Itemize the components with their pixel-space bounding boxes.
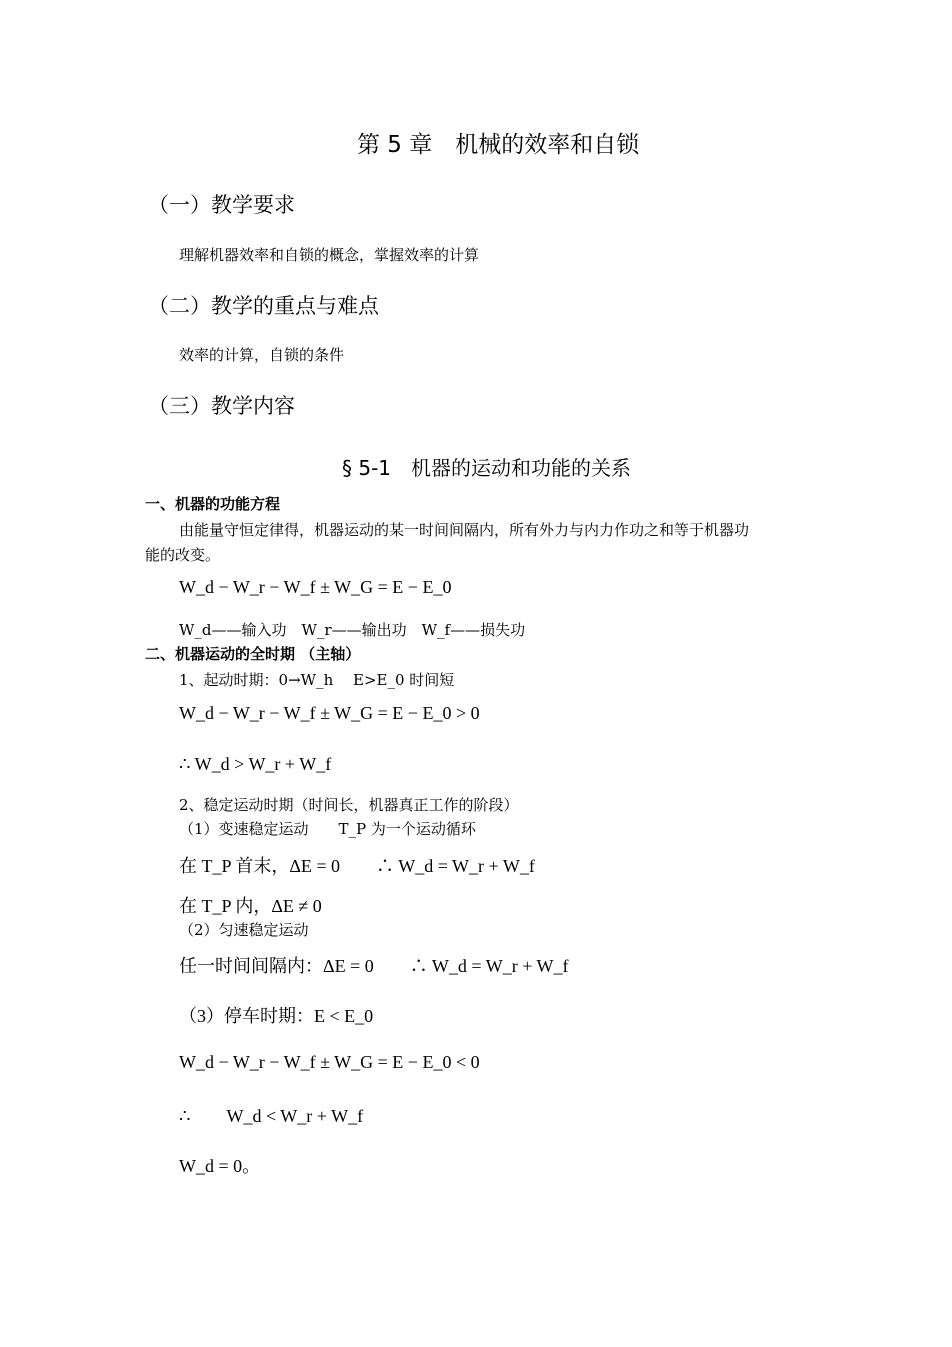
part2-heading: 二、机器运动的全时期 （主轴）: [145, 645, 361, 663]
subsection-title: § 5-1 机器的运动和功能的关系: [342, 456, 632, 480]
work-legend: W_d——输入功 W_r——输出功 W_f——损失功: [179, 621, 526, 639]
equation-start: W_d − W_r − W_f ± W_G = E − E_0 > 0: [179, 703, 480, 723]
section-heading-key-points: （二）教学的重点与难点: [148, 294, 379, 318]
tp-within-line: 在 T_P 内，ΔE ≠ 0: [179, 896, 322, 916]
start-phase-line: 1、起动时期：0→W_h E>E_0 时间短: [179, 671, 455, 689]
chapter-title: 第 5 章 机械的效率和自锁: [357, 132, 640, 158]
equation-stop-result: ∴ W_d < W_r + W_f: [179, 1106, 364, 1126]
equation-start-result: ∴ W_d > W_r + W_f: [179, 754, 332, 774]
variable-stable-line: （1）变速稳定运动 T_P 为一个运动循环: [179, 820, 476, 838]
section-text-key-points: 效率的计算，自锁的条件: [179, 346, 345, 364]
any-interval-line: 任一时间间隔内：ΔE = 0 ∴ W_d = W_r + W_f: [179, 956, 569, 976]
stable-phase-line: 2、稳定运动时期（时间长，机器真正工作的阶段）: [179, 796, 519, 814]
tp-endpoints-line: 在 T_P 首末，ΔE = 0 ∴ W_d = W_r + W_f: [179, 856, 535, 876]
stop-phase-line: （3）停车时期：E < E_0: [179, 1006, 374, 1026]
part1-paragraph-line1: 由能量守恒定律得，机器运动的某一时间间隔内，所有外力与内力作功之和等于机器功: [179, 521, 750, 539]
part1-heading: 一、机器的功能方程: [145, 495, 281, 513]
part1-paragraph-line2: 能的改变。: [145, 546, 221, 564]
section-heading-requirements: （一）教学要求: [148, 193, 295, 217]
uniform-stable-line: （2）匀速稳定运动: [179, 921, 309, 939]
section-text-requirements: 理解机器效率和自锁的概念，掌握效率的计算: [179, 246, 480, 264]
equation-energy: W_d − W_r − W_f ± W_G = E − E_0: [179, 577, 452, 597]
equation-wd-zero: W_d = 0。: [179, 1156, 261, 1176]
section-heading-content: （三）教学内容: [148, 394, 295, 418]
equation-stop: W_d − W_r − W_f ± W_G = E − E_0 < 0: [179, 1052, 480, 1072]
